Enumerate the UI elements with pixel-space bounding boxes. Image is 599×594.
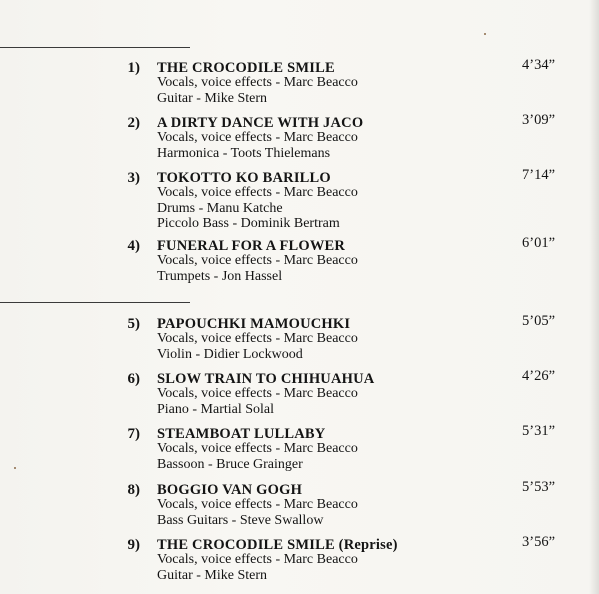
credit-line: Vocals, voice effects - Marc Beacco xyxy=(157,130,358,145)
track-credits xyxy=(157,386,358,417)
credit-line: Vocals, voice effects - Marc Beacco xyxy=(157,331,358,346)
track-title: SLOW TRAIN TO CHIHUAHUA xyxy=(157,371,375,387)
credit-line: Vocals, voice effects - Marc Beacco xyxy=(157,386,358,401)
track-duration: 5’31” xyxy=(521,423,555,439)
track-credits xyxy=(157,441,358,472)
credit-line: Bass Guitars - Steve Swallow xyxy=(157,512,324,528)
credit-line: Guitar - Mike Stern xyxy=(157,567,268,583)
track-number: 2) xyxy=(127,115,140,131)
credit-line: Guitar - Mike Stern xyxy=(157,90,268,106)
track-title: THE CROCODILE SMILE xyxy=(157,60,335,76)
track-number: 6) xyxy=(127,371,140,387)
track-duration: 4’34” xyxy=(521,57,555,73)
credit-line: Piano - Martial Solal xyxy=(157,401,275,417)
track-duration: 3’09” xyxy=(521,112,555,128)
credit-line: Vocals, voice effects - Marc Beacco xyxy=(157,441,358,456)
credit-line: Vocals, voice effects - Marc Beacco xyxy=(157,75,358,90)
track-title: THE CROCODILE SMILE (Reprise) xyxy=(157,537,398,553)
track-duration: 5’53” xyxy=(521,479,555,495)
credit-line: Vocals, voice effects - Marc Beacco xyxy=(157,185,358,200)
track-duration: 4’26” xyxy=(521,368,555,384)
track-title: TOKOTTO KO BARILLO xyxy=(157,170,331,186)
track-number: 3) xyxy=(127,170,140,186)
credit-line: Drums - Manu Katche xyxy=(157,200,283,216)
track-credits xyxy=(157,75,358,106)
track-credits xyxy=(157,331,358,362)
page-edge-shadow xyxy=(589,0,599,594)
track-credits xyxy=(157,552,358,583)
credit-line: Trumpets - Jon Hassel xyxy=(157,268,283,284)
track-number: 1) xyxy=(127,60,140,76)
divider-rule-middle xyxy=(0,302,190,303)
track-number: 9) xyxy=(127,537,140,553)
credit-line: Violin - Didier Lockwood xyxy=(157,346,303,362)
credit-line: Piccolo Bass - Dominik Bertram xyxy=(157,216,340,231)
credit-line: Harmonica - Toots Thielemans xyxy=(157,145,331,161)
credit-line: Vocals, voice effects - Marc Beacco xyxy=(157,497,358,512)
track-title: STEAMBOAT LULLABY xyxy=(157,426,326,442)
track-title: A DIRTY DANCE WITH JACO xyxy=(157,115,364,131)
track-credits xyxy=(157,497,358,528)
track-duration: 3’56” xyxy=(521,534,555,550)
track-title: FUNERAL FOR A FLOWER xyxy=(157,238,346,254)
track-title: PAPOUCHKI MAMOUCHKI xyxy=(157,316,351,332)
track-title: BOGGIO VAN GOGH xyxy=(157,482,303,498)
track-number: 4) xyxy=(127,238,140,254)
track-credits xyxy=(157,253,358,284)
track-number: 7) xyxy=(127,426,140,442)
track-number: 8) xyxy=(127,482,140,498)
credit-line: Vocals, voice effects - Marc Beacco xyxy=(157,552,358,567)
paper-speck xyxy=(14,467,16,469)
track-credits xyxy=(157,185,358,232)
divider-rule-top xyxy=(0,47,190,48)
paper-speck xyxy=(484,33,486,35)
credit-line: Vocals, voice effects - Marc Beacco xyxy=(157,253,358,268)
track-duration: 7’14” xyxy=(521,167,555,183)
track-duration: 6’01” xyxy=(521,235,555,251)
track-number: 5) xyxy=(127,316,140,332)
credit-line: Bassoon - Bruce Grainger xyxy=(157,456,303,472)
track-credits xyxy=(157,130,358,161)
track-duration: 5’05” xyxy=(521,313,555,329)
